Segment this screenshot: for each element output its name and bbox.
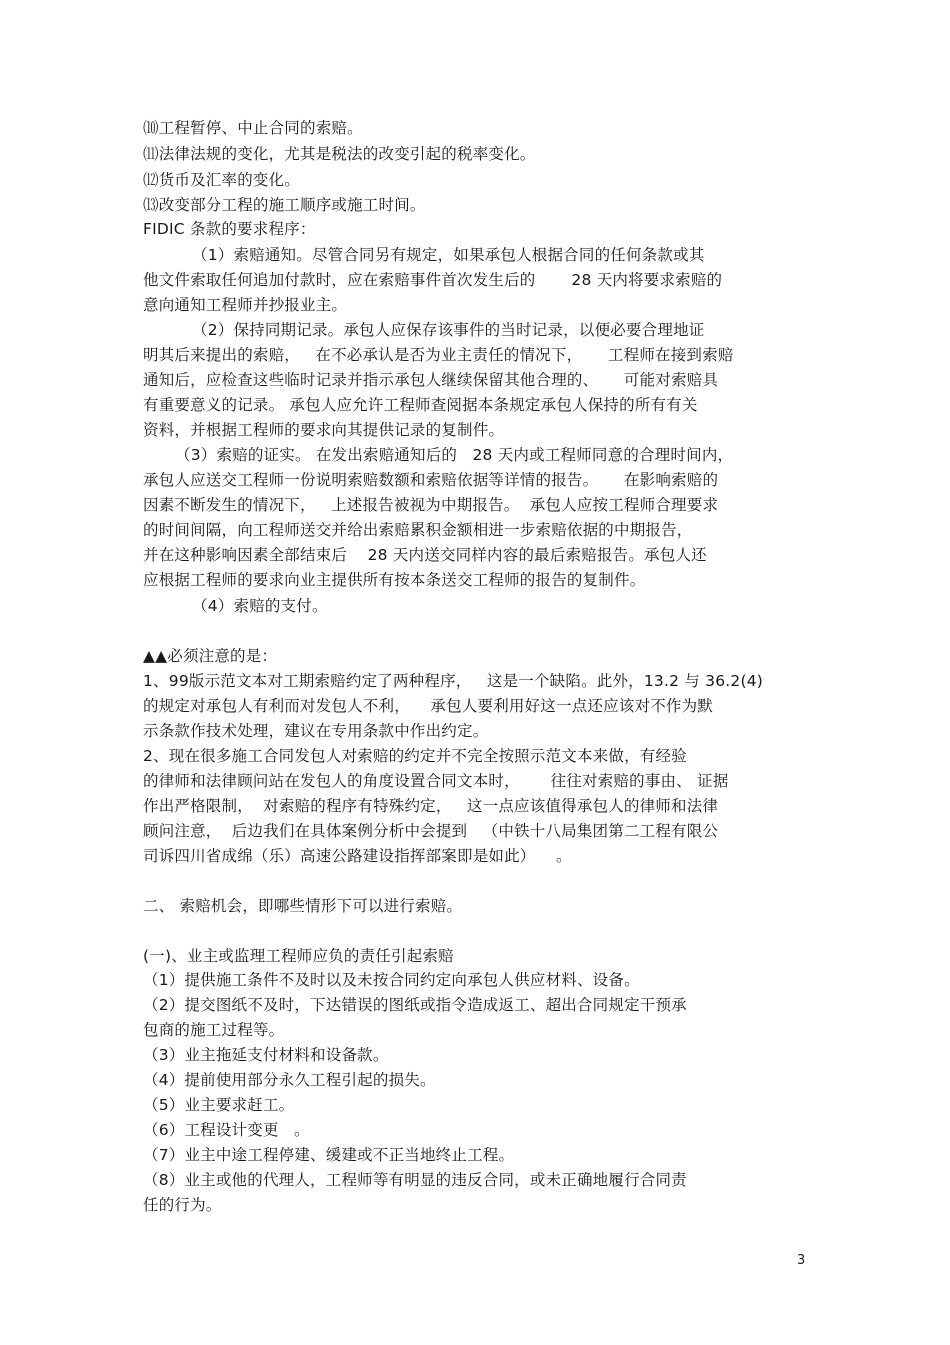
text-line: 意向通知工程师并抄报业主。 [143, 296, 348, 314]
section-heading: 二、 索赔机会，即哪些情形下可以进行索赔。 [143, 897, 463, 915]
text-line: （5）业主要求赶工。 [143, 1096, 295, 1114]
text-line: （8）业主或他的代理人，工程师等有明显的违反合同，或未正确地履行合同责 [143, 1171, 687, 1189]
text-line: （1）提供施工条件不及时以及未按合同约定向承包人供应材料、设备。 [143, 971, 640, 989]
page-number: 3 [797, 1253, 806, 1268]
text-line: FIDIC 条款的要求程序： [143, 220, 316, 238]
text-line: 明其后来提出的索赔， 在不必承认是否为业主责任的情况下， 工程师在接到索赔 [143, 346, 734, 364]
text-line: 包商的施工过程等。 [143, 1021, 285, 1039]
text-line: 应根据工程师的要求向业主提供所有按本条送交工程师的报告的复制件。 [143, 571, 646, 589]
text-line: ⑿货币及汇率的变化。 [143, 171, 301, 189]
text-line: ▲▲必须注意的是： [143, 647, 278, 665]
subsection-heading: (一)、业主或监理工程师应负的责任引起索赔 [143, 947, 454, 965]
text-line: ⒀改变部分工程的施工顺序或施工时间。 [143, 196, 426, 214]
text-line: 示条款作技术处理，建议在专用条款中作出约定。 [143, 722, 489, 740]
text-line: 因素不断发生的情况下， 上述报告被视为中期报告。 承包人应按工程师合理要求 [143, 496, 719, 514]
text-line: （3）索赔的证实。 在发出索赔通知后的 28 天内或工程师同意的合理时间内， [175, 446, 734, 464]
text-line: 有重要意义的记录。 承包人应允许工程师查阅据本条规定承包人保持的所有有关 [143, 396, 698, 414]
text-line: 作出严格限制， 对索赔的程序有特殊约定， 这一点应该值得承包人的律师和法律 [143, 797, 719, 815]
text-line: （1）索赔通知。尽管合同另有规定，如果承包人根据合同的任何条款或其 [192, 246, 705, 264]
text-line: 司诉四川省成绵（乐）高速公路建设指挥部案即是如此） 。 [143, 847, 572, 865]
text-line: （4）提前使用部分永久工程引起的损失。 [143, 1071, 436, 1089]
text-line: （7）业主中途工程停建、缓建或不正当地终止工程。 [143, 1146, 515, 1164]
text-line: 2、现在很多施工合同发包人对索赔的约定并不完全按照示范文本来做，有经验 [143, 747, 687, 765]
text-line: 资料，并根据工程师的要求向其提供记录的复制件。 [143, 421, 505, 439]
text-line: （6）工程设计变更 。 [143, 1121, 310, 1139]
text-line: ⑽工程暂停、中止合同的索赔。 [143, 119, 363, 137]
text-line: 1、99版示范文本对工期索赔约定了两种程序， 这是一个缺陷。此外，13.2 与 36.2(4) [143, 672, 764, 690]
text-line: 顾问注意， 后边我们在具体案例分析中会提到 （中铁十八局集团第二工程有限公 [143, 822, 719, 840]
text-line: ⑾法律法规的变化，尤其是税法的改变引起的税率变化。 [143, 145, 536, 163]
text-line: 并在这种影响因素全部结束后 28 天内送交同样内容的最后索赔报告。承包人还 [143, 546, 707, 564]
text-line: 通知后，应检查这些临时记录并指示承包人继续保留其他合理的、 可能对索赔具 [143, 371, 719, 389]
text-line: （2）提交图纸不及时，下达错误的图纸或指令造成返工、超出合同规定干预承 [143, 996, 687, 1014]
text-line: （2）保持同期记录。承包人应保存该事件的当时记录，以便必要合理地证 [192, 321, 705, 339]
text-line: 的律师和法律顾问站在发包人的角度设置合同文本时， 往往对索赔的事由、 证据 [143, 772, 729, 790]
text-line: （3）业主拖延支付材料和设备款。 [143, 1046, 389, 1064]
text-line: 任的行为。 [143, 1196, 222, 1214]
text-line: 的时间间隔，向工程师送交并给出索赔累积金额相进一步索赔依据的中期报告， [143, 521, 693, 539]
text-line: 他文件索取任何追加付款时，应在索赔事件首次发生后的 28 天内将要求索赔的 [143, 271, 723, 289]
text-line: 承包人应送交工程师一份说明索赔数额和索赔依据等详情的报告。 在影响索赔的 [143, 471, 719, 489]
text-line: （4）索赔的支付。 [192, 597, 328, 615]
text-line: 的规定对承包人有利而对发包人不利， 承包人要利用好这一点还应该对不作为默 [143, 697, 714, 715]
